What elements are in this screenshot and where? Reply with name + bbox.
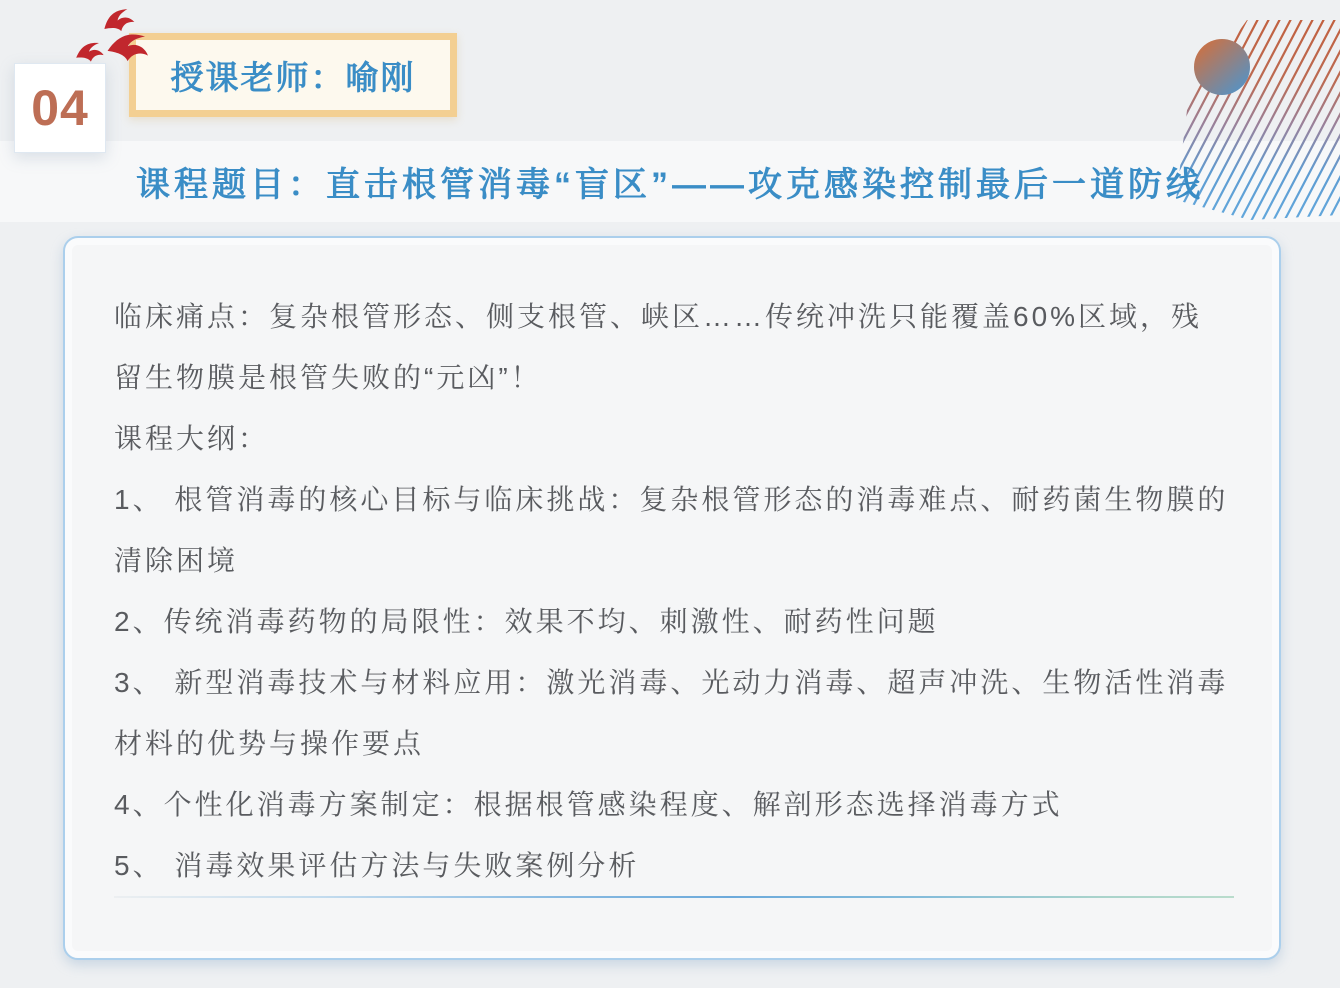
teacher-label: 授课老师：喻刚 xyxy=(170,58,416,96)
bird-icon xyxy=(73,37,106,64)
gradient-divider xyxy=(114,896,1234,898)
outline-item-2: 2、传统消毒药物的局限性：效果不均、刺激性、耐药性问题 xyxy=(114,606,939,637)
gradient-circle-decoration xyxy=(1194,39,1250,95)
outline-item-1: 1、 根管消毒的核心目标与临床挑战：复杂根管形态的消毒难点、耐药菌生物膜的清除困境 xyxy=(114,484,1229,576)
teacher-box xyxy=(129,33,457,117)
outline-item-3: 3、 新型消毒技术与材料应用：激光消毒、光动力消毒、超声冲洗、生物活性消毒材料的优势与操作要点 xyxy=(114,667,1229,759)
outline-item-5: 5、 消毒效果评估方法与失败案例分析 xyxy=(114,850,640,881)
course-title: 课程题目：直击根管消毒“盲区”——攻克感染控制最后一道防线 xyxy=(136,166,1204,204)
bird-icon xyxy=(104,23,155,66)
course-outline-box xyxy=(63,236,1281,960)
pain-point-text: 临床痛点：复杂根管形态、侧支根管、峡区……传统冲洗只能覆盖60%区域，残留生物膜是根管失败的“元凶”！ xyxy=(114,301,1203,393)
section-number-badge xyxy=(14,63,106,153)
section-number: 04 xyxy=(31,80,89,136)
outline-item-4: 4、个性化消毒方案制定：根据根管感染程度、解剖形态选择消毒方式 xyxy=(114,789,1063,820)
outline-heading: 课程大纲： xyxy=(114,423,270,454)
